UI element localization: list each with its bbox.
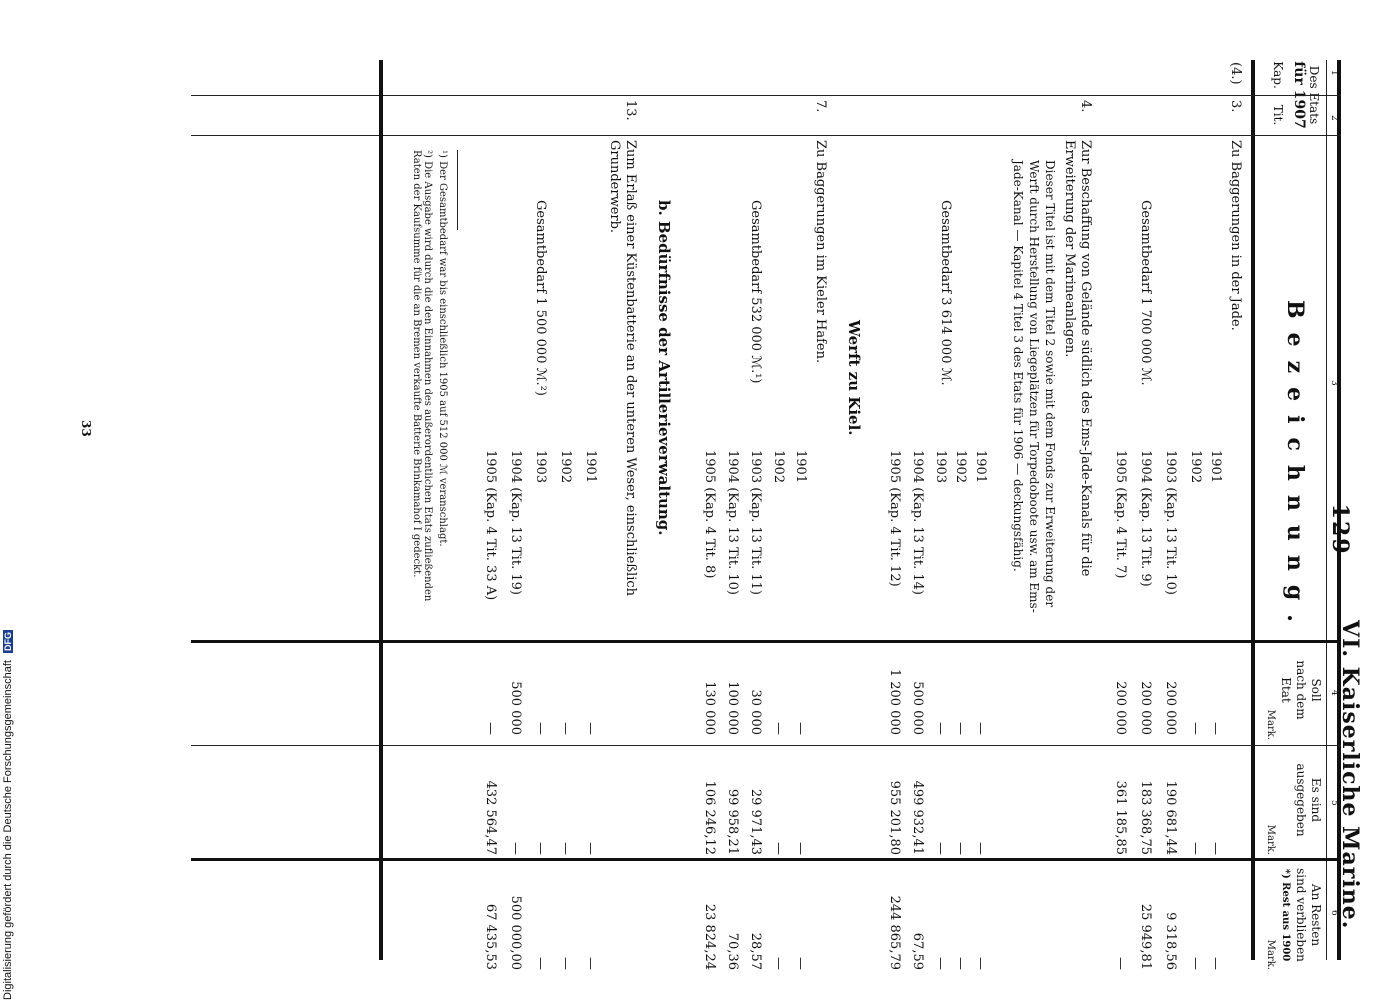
entry4-row4-ausg: — bbox=[508, 842, 523, 855]
entry2-row1-soll: — bbox=[973, 722, 988, 735]
entry1-row5-soll: 200 000 bbox=[1113, 681, 1128, 735]
entry2-row5-ausg: 955 201,80 bbox=[887, 780, 902, 855]
entry2-row4-year: 1904 (Kap. 13 Tit. 14) bbox=[910, 450, 925, 595]
entry2-row1-ausg: — bbox=[973, 842, 988, 855]
entry4-row5-year: 1905 (Kap. 4 Tit. 33 A) bbox=[483, 450, 498, 601]
entry2-row4-rest: 67,59 bbox=[910, 932, 925, 970]
entry1-row5-ausg: 361 185,85 bbox=[1113, 780, 1128, 855]
entry4-row1-soll: — bbox=[583, 722, 598, 735]
entry2-row4-soll: 500 000 bbox=[910, 681, 925, 735]
entry1-row4-soll: 200 000 bbox=[1138, 681, 1153, 735]
header-reste-2: sind verblieben bbox=[1294, 868, 1308, 962]
header-reste-unit: Mark. bbox=[1265, 939, 1276, 970]
entry2-row3-year: 1903 bbox=[933, 450, 948, 484]
digitization-text-wrap bbox=[2, 0, 14, 1000]
header-ausg-unit: Mark. bbox=[1265, 824, 1276, 855]
entry4-row4-soll: 500 000 bbox=[508, 681, 523, 735]
header-reste-3: *) Rest aus 1900 bbox=[1280, 868, 1291, 962]
entry4-subhead: b. Bedürfnisse der Artillerieverwaltung. bbox=[655, 200, 673, 536]
colnum-5: 5 bbox=[1329, 800, 1339, 806]
entry2-row5-soll: 1 200 000 bbox=[887, 668, 902, 735]
colnum-3: 3 bbox=[1329, 380, 1339, 386]
header-ausg-1: Es sind bbox=[1309, 777, 1323, 823]
entry4-row5-ausg: 432 564,47 bbox=[483, 780, 498, 855]
entry1-row2-rest: — bbox=[1188, 957, 1203, 970]
entry3-row5-ausg: 106 246,12 bbox=[702, 780, 717, 855]
entry1-kap: (4.) bbox=[1228, 62, 1243, 85]
entry4-row5-soll: — bbox=[483, 722, 498, 735]
entry4-gesamtbedarf: Gesamtbedarf 1 500 000 ℳ.²) bbox=[533, 200, 548, 396]
header-tit: Tit. bbox=[1271, 104, 1285, 126]
entry1-row3-soll: 200 000 bbox=[1163, 681, 1178, 735]
top-rule bbox=[1337, 60, 1341, 960]
header-etat-line1: Des Etats bbox=[1307, 65, 1321, 125]
header-kap: Kap. bbox=[1271, 61, 1285, 89]
entry3-row3-ausg: 29 971,43 bbox=[748, 788, 763, 855]
colnum-6: 6 bbox=[1329, 910, 1339, 916]
entry4-row3-year: 1903 bbox=[533, 450, 548, 484]
digitization-notice bbox=[2, 0, 18, 1000]
entry1-row3-rest: 9 318,56 bbox=[1163, 912, 1178, 970]
entry4-row2-soll: — bbox=[558, 722, 573, 735]
colnum-rule bbox=[1326, 60, 1327, 960]
col-rule-tit bbox=[191, 135, 1341, 136]
entry1-row1-ausg: — bbox=[1208, 842, 1223, 855]
entry1-row5-rest: — bbox=[1113, 957, 1128, 970]
entry1-row2-ausg: — bbox=[1188, 842, 1203, 855]
entry2-row5-year: 1905 (Kap. 4 Tit. 12) bbox=[887, 450, 902, 587]
bottom-rule bbox=[379, 60, 383, 960]
colnum-1: 1 bbox=[1329, 70, 1339, 76]
colnum-2: 2 bbox=[1329, 115, 1339, 121]
entry2-row1-rest: — bbox=[973, 957, 988, 970]
header-soll bbox=[1263, 640, 1323, 740]
entry2-gesamtbedarf: Gesamtbedarf 3 614 000 ℳ. bbox=[938, 200, 953, 386]
entry3-row2-rest: — bbox=[771, 957, 786, 970]
footnote-rule bbox=[457, 150, 458, 230]
entry2-title: Zur Beschaffung von Gelände südlich des Ems-Jade-Kanals für die Erweiterung der Marineanlagen. bbox=[1062, 140, 1093, 577]
header-reste bbox=[1263, 860, 1323, 970]
entry1-row1-soll: — bbox=[1208, 722, 1223, 735]
entry3-row1-ausg: — bbox=[793, 842, 808, 855]
entry4-row1-year: 1901 bbox=[583, 450, 598, 484]
entry3-gesamtbedarf: Gesamtbedarf 532 000 ℳ.¹) bbox=[748, 200, 763, 384]
entry3-row3-year: 1903 (Kap. 13 Tit. 11) bbox=[748, 450, 763, 595]
header-soll-unit: Mark. bbox=[1265, 709, 1276, 740]
entry1-row4-year: 1904 (Kap. 13 Tit. 9) bbox=[1138, 450, 1153, 587]
entry3-row5-year: 1905 (Kap. 4 Tit. 8) bbox=[702, 450, 717, 579]
footnote-2: ²) Die Ausgabe wird durch die den Einnahmen des außerordentlichen Etats zufließenden Raten der Kaufsumme für die an Bremen verkaufte Batterie Brinkamahof I gedeckt. bbox=[411, 150, 433, 602]
entry3-row4-ausg: 99 958,21 bbox=[725, 788, 740, 855]
header-reste-1: An Resten bbox=[1309, 883, 1323, 947]
header-soll-2: nach dem bbox=[1294, 660, 1308, 720]
footnote-1: ¹) Der Gesamtbedarf war bis einschließlich 1905 auf 512 000 ℳ veranschlagt. bbox=[437, 150, 448, 547]
header-bezeichnung: Bezeichnung. bbox=[1282, 300, 1308, 636]
entry4-row2-year: 1902 bbox=[558, 450, 573, 484]
header-soll-3: Etat bbox=[1279, 677, 1293, 703]
entry3-tit: 7. bbox=[813, 100, 828, 113]
entry2-note: Dieser Titel ist mit dem Titel 2 sowie mit dem Fonds zur Erweiterung der Werft durch Herstellung von Liegeplätzen für Torpedoboote usw. am Ems-Jade-Kanal — Kapitel 4 Titel 3 des Etats für 1906 — deckungsfähig. bbox=[1011, 160, 1057, 613]
header-ausgegeben bbox=[1263, 745, 1323, 855]
entry1-row2-year: 1902 bbox=[1188, 450, 1203, 484]
entry1-row3-year: 1903 (Kap. 13 Tit. 10) bbox=[1163, 450, 1178, 595]
entry3-subhead: Werft zu Kiel. bbox=[845, 320, 863, 436]
section-title: VI. Kaiserliche Marine. bbox=[1337, 620, 1363, 930]
entry2-row3-soll: — bbox=[933, 722, 948, 735]
entry3-row2-soll: — bbox=[771, 722, 786, 735]
entry3-row1-rest: — bbox=[793, 957, 808, 970]
entry1-row3-ausg: 190 681,44 bbox=[1163, 780, 1178, 855]
entry3-title: Zu Baggerungen im Kieler Hafen. bbox=[813, 140, 828, 364]
entry4-row2-rest: — bbox=[558, 957, 573, 970]
entry2-tit: 4. bbox=[1078, 100, 1093, 113]
entry4-row3-ausg: — bbox=[533, 842, 548, 855]
entry2-row4-ausg: 499 932,41 bbox=[910, 780, 925, 855]
entry4-row1-ausg: — bbox=[583, 842, 598, 855]
entry3-row1-year: 1901 bbox=[793, 450, 808, 484]
digitization-text: Digitalisierung gefördert durch die Deutsche Forschungsgemeinschaft bbox=[2, 660, 14, 1000]
entry4-row4-year: 1904 (Kap. 13 Tit. 19) bbox=[508, 450, 523, 595]
entry3-row2-ausg: — bbox=[771, 842, 786, 855]
entry3-row5-rest: 23 824,24 bbox=[702, 903, 717, 970]
entry3-row1-soll: — bbox=[793, 722, 808, 735]
entry1-row5-year: 1905 (Kap. 4 Tit. 7) bbox=[1113, 450, 1128, 579]
entry2-row2-rest: — bbox=[953, 957, 968, 970]
colnum-4: 4 bbox=[1329, 690, 1339, 696]
entry2-row2-ausg: — bbox=[953, 842, 968, 855]
entry2-row3-ausg: — bbox=[933, 842, 948, 855]
entry3-row3-rest: 28,57 bbox=[748, 932, 763, 970]
entry1-row4-rest: 25 949,81 bbox=[1138, 903, 1153, 970]
header-rule bbox=[1251, 60, 1255, 960]
entry2-row5-rest: 244 865,79 bbox=[887, 895, 902, 970]
dfg-logo: DFG bbox=[3, 631, 13, 651]
header-etat-year: für 1907 bbox=[1291, 61, 1307, 129]
entry2-row1-year: 1901 bbox=[973, 450, 988, 484]
header-soll-1: Soll bbox=[1309, 678, 1323, 702]
page-signature: 33 bbox=[79, 420, 93, 437]
entry4-row3-rest: — bbox=[533, 957, 548, 970]
entry1-row4-ausg: 183 368,75 bbox=[1138, 780, 1153, 855]
header-ausg-2: ausgegeben bbox=[1294, 763, 1308, 837]
entry4-row3-soll: — bbox=[533, 722, 548, 735]
entry3-row5-soll: 130 000 bbox=[702, 681, 717, 735]
entry2-row3-rest: — bbox=[933, 957, 948, 970]
entry3-row4-soll: 100 000 bbox=[725, 681, 740, 735]
entry3-row4-year: 1904 (Kap. 13 Tit. 10) bbox=[725, 450, 740, 595]
entry1-row2-soll: — bbox=[1188, 722, 1203, 735]
entry3-row3-soll: 30 000 bbox=[748, 689, 763, 735]
entry4-row1-rest: — bbox=[583, 957, 598, 970]
entry4-row5-rest: 67 435,53 bbox=[483, 903, 498, 970]
entry1-title: Zu Baggerungen in der Jade. bbox=[1228, 140, 1243, 331]
entry2-row2-soll: — bbox=[953, 722, 968, 735]
entry1-gesamtbedarf: Gesamtbedarf 1 700 000 ℳ. bbox=[1138, 200, 1153, 386]
entry4-tit: 13. bbox=[623, 100, 638, 121]
entry1-row1-year: 1901 bbox=[1208, 450, 1223, 484]
col-rule-kap bbox=[191, 95, 1341, 96]
entry1-row1-rest: — bbox=[1208, 957, 1223, 970]
entry4-row2-ausg: — bbox=[558, 842, 573, 855]
entry2-row2-year: 1902 bbox=[953, 450, 968, 484]
entry1-tit: 3. bbox=[1228, 100, 1243, 113]
entry4-row4-rest: 500 000,00 bbox=[508, 895, 523, 970]
entry3-row4-rest: 70,36 bbox=[725, 932, 740, 970]
entry4-title: Zum Erlaß einer Küstenbatterie an der unteren Weser, einschließlich Grunderwerb. bbox=[607, 140, 638, 597]
page-number: — 129 — bbox=[1327, 470, 1353, 590]
entry3-row2-year: 1902 bbox=[771, 450, 786, 484]
